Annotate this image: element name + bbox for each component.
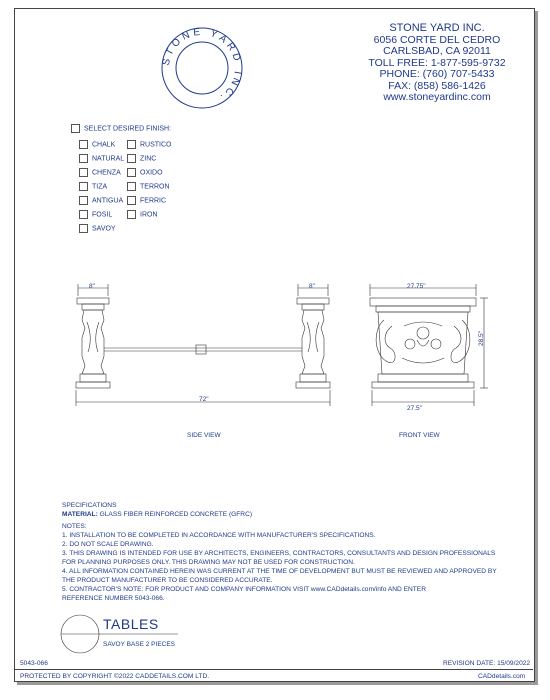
company-name: STONE YARD INC. bbox=[389, 22, 485, 34]
material-value: GLASS FIBER REINFORCED CONCRETE (GFRC) bbox=[99, 511, 253, 518]
finish-option[interactable] bbox=[79, 140, 115, 149]
finish-option-label: OXIDO bbox=[140, 169, 163, 177]
finish-option-label: ANTIGUA bbox=[92, 197, 124, 205]
finish-option-label: CHENZA bbox=[92, 169, 121, 177]
finish-title bbox=[71, 124, 171, 133]
company-info bbox=[356, 23, 518, 104]
finish-option[interactable] bbox=[127, 210, 158, 219]
finish-option[interactable] bbox=[127, 154, 156, 163]
checkbox-icon[interactable] bbox=[79, 224, 88, 233]
checkbox-icon[interactable] bbox=[79, 154, 88, 163]
finish-option[interactable] bbox=[127, 168, 163, 177]
checkbox-icon[interactable] bbox=[127, 210, 136, 219]
finish-option-label: NATURAL bbox=[92, 155, 125, 163]
finish-title-checkbox[interactable] bbox=[71, 124, 80, 133]
finish-option-label: FERRIC bbox=[140, 197, 167, 205]
checkbox-icon[interactable] bbox=[127, 196, 136, 205]
finish-option[interactable] bbox=[79, 168, 121, 177]
copyright-text: PROTECTED BY COPYRIGHT ©2022 CADDETAILS.COM LTD. bbox=[20, 673, 210, 680]
front-dim-top: 27.75" bbox=[407, 283, 426, 290]
checkbox-icon[interactable] bbox=[127, 154, 136, 163]
finish-title-label: SELECT DESIRED FINISH: bbox=[84, 125, 172, 133]
finish-option-label: FOSIL bbox=[92, 211, 113, 219]
checkbox-icon[interactable] bbox=[79, 168, 88, 177]
finish-option-label: IRON bbox=[140, 211, 158, 219]
side-dim-right: 8" bbox=[309, 283, 315, 290]
front-view-drawing bbox=[362, 278, 492, 418]
finish-option-label: TERRON bbox=[140, 183, 170, 191]
note-line: 4. ALL INFORMATION CONTAINED HEREIN WAS CURRENT AT THE TIME OF DEVELOPMENT BUT MUST BE REVIEWED AND APPROVED BY bbox=[62, 568, 497, 575]
note-line: 2. DO NOT SCALE DRAWING. bbox=[62, 541, 154, 548]
notes-heading: NOTES: bbox=[62, 523, 87, 530]
company-fax: FAX: (858) 586-1426 bbox=[388, 79, 486, 92]
logo-text: STONE YARD INC. bbox=[160, 26, 244, 105]
front-view-label: FRONT VIEW bbox=[399, 432, 440, 439]
finish-option[interactable] bbox=[127, 182, 170, 191]
company-toll-free: TOLL FREE: 1-877-595-9732 bbox=[368, 56, 506, 69]
reference-number: 5043-066 bbox=[20, 660, 48, 667]
front-dim-height: 28.5" bbox=[478, 331, 485, 346]
note-line: THE PRODUCT MANUFACTURER TO BE CONSIDERED ACCURATE. bbox=[62, 577, 273, 584]
company-address-line2: CARLSBAD, CA 92011 bbox=[383, 45, 491, 57]
finish-option-label: TIZA bbox=[92, 183, 108, 191]
finish-option-label: RUSTICO bbox=[140, 141, 172, 149]
note-line: FOR PLANNING PURPOSES ONLY. THIS DRAWING MAY NOT BE USED FOR CONSTRUCTION. bbox=[62, 559, 355, 566]
finish-option[interactable] bbox=[79, 224, 116, 233]
checkbox-icon[interactable] bbox=[127, 182, 136, 191]
note-line: 1. INSTALLATION TO BE COMPLETED IN ACCORDANCE WITH MANUFACTURER'S SPECIFICATIONS. bbox=[62, 532, 376, 539]
front-dim-bottom: 27.5" bbox=[407, 405, 422, 412]
finish-option[interactable] bbox=[127, 140, 172, 149]
specs-material bbox=[62, 511, 252, 519]
stone-yard-logo bbox=[158, 24, 246, 112]
checkbox-icon[interactable] bbox=[79, 182, 88, 191]
checkbox-icon[interactable] bbox=[127, 168, 136, 177]
company-address-line1: 6056 CORTE DEL CEDRO bbox=[373, 33, 501, 46]
side-dim-length: 72" bbox=[199, 396, 209, 403]
footer-divider bbox=[14, 669, 533, 670]
finish-option[interactable] bbox=[79, 210, 112, 219]
specs-heading: SPECIFICATIONS bbox=[62, 502, 117, 509]
side-view-label: SIDE VIEW bbox=[187, 432, 221, 439]
note-line: 3. THIS DRAWING IS INTENDED FOR USE BY ARCHITECTS, ENGINEERS, CONTRACTORS, CONSULTANTS AND DESIGN PROFESSIONALS bbox=[62, 550, 496, 557]
finish-option[interactable] bbox=[79, 182, 107, 191]
finish-option[interactable] bbox=[79, 154, 124, 163]
checkbox-icon[interactable] bbox=[127, 140, 136, 149]
checkbox-icon[interactable] bbox=[79, 140, 88, 149]
checkbox-icon[interactable] bbox=[79, 210, 88, 219]
cad-details-link[interactable]: CADdetails.com bbox=[478, 673, 526, 680]
checkbox-icon[interactable] bbox=[79, 196, 88, 205]
finish-option-label: SAVOY bbox=[92, 225, 116, 233]
finish-option[interactable] bbox=[127, 196, 166, 205]
finish-option[interactable] bbox=[79, 196, 123, 205]
finish-option-label: ZINC bbox=[140, 155, 157, 163]
company-website-link[interactable]: www.stoneyardinc.com bbox=[383, 91, 491, 103]
note-line: 5. CONTRACTOR'S NOTE: FOR PRODUCT AND COMPANY INFORMATION VISIT www.CADdetails.com/info AND ENTER bbox=[62, 586, 426, 593]
svg-text:STONE YARD INC. bbox=[161, 27, 243, 105]
note-line: REFERENCE NUMBER 5043-066. bbox=[62, 595, 165, 602]
drawing-title: TABLES bbox=[103, 616, 159, 632]
company-phone: PHONE: (760) 707-5433 bbox=[379, 68, 495, 80]
side-dim-left: 8" bbox=[89, 283, 95, 290]
revision-date: REVISION DATE: 15/09/2022 bbox=[443, 660, 531, 667]
drawing-subtitle: SAVOY BASE 2 PIECES bbox=[103, 641, 176, 648]
finish-option-label: CHALK bbox=[92, 141, 116, 149]
material-label: MATERIAL: bbox=[62, 511, 98, 518]
